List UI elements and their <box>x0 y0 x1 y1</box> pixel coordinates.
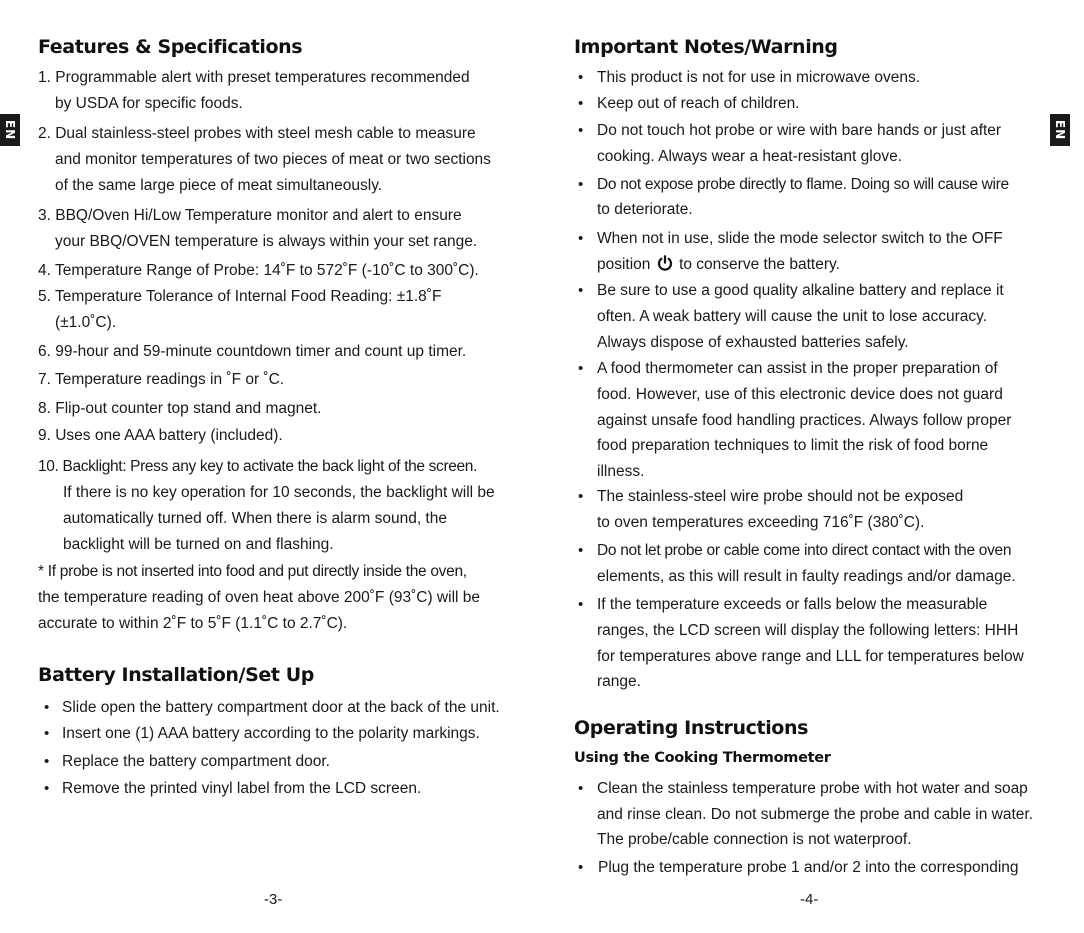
notes-line: cooking. Always wear a heat-resistant glove. <box>597 148 902 165</box>
language-tab-right <box>1050 114 1070 146</box>
notes-line: When not in use, slide the mode selector switch to the OFF <box>597 230 1003 247</box>
notes-line: ranges, the LCD screen will display the following letters: HHH <box>597 622 1019 639</box>
notes-line: elements, as this will result in faulty readings and/or damage. <box>597 568 1016 585</box>
features-line: If there is no key operation for 10 seconds, the backlight will be <box>63 484 495 501</box>
notes-conserve-text: to conserve the battery. <box>679 256 840 273</box>
features-line: 2. Dual stainless-steel probes with steel mesh cable to measure <box>38 125 476 142</box>
language-tab-label: EN <box>1053 119 1067 141</box>
bullet: • <box>578 230 584 247</box>
operating-title: Operating Instructions <box>574 717 808 739</box>
notes-position-text: position <box>597 256 651 273</box>
bullet: • <box>44 699 50 716</box>
bullet: • <box>578 360 584 377</box>
battery-item: Replace the battery compartment door. <box>62 753 330 770</box>
note-line: accurate to within 2˚F to 5˚F (1.1˚C to 2.7˚C). <box>38 615 348 632</box>
notes-line: Do not let probe or cable come into direct contact with the oven <box>597 542 1012 559</box>
features-line: 8. Flip-out counter top stand and magnet. <box>38 400 322 417</box>
notes-line: range. <box>597 673 641 690</box>
features-line: of the same large piece of meat simultaneously. <box>55 177 383 194</box>
operating-line: Clean the stainless temperature probe with hot water and soap <box>597 780 1028 797</box>
features-line: 10. Backlight: Press any key to activate the back light of the screen. <box>38 458 478 475</box>
notes-line: illness. <box>597 463 645 480</box>
features-line: and monitor temperatures of two pieces of meat or two sections <box>55 151 491 168</box>
features-line: (±1.0˚C). <box>55 314 117 331</box>
features-line: 3. BBQ/Oven Hi/Low Temperature monitor and alert to ensure <box>38 207 462 224</box>
notes-line: Keep out of reach of children. <box>597 95 800 112</box>
page-number-right: -4- <box>800 891 819 908</box>
notes-line: to deteriorate. <box>597 201 693 218</box>
notes-line: The stainless-steel wire probe should not be exposed <box>597 488 964 505</box>
features-line: automatically turned off. When there is alarm sound, the <box>63 510 447 527</box>
bullet: • <box>44 780 50 797</box>
notes-line: Do not expose probe directly to flame. Doing so will cause wire <box>597 176 1009 193</box>
features-line: by USDA for specific foods. <box>55 95 243 112</box>
note-line: the temperature reading of oven heat above 200˚F (93˚C) will be <box>38 589 480 606</box>
notes-line: against unsafe food handling practices. Always follow proper <box>597 412 1012 429</box>
features-title: Features & Specifications <box>38 36 303 58</box>
notes-line: Do not touch hot probe or wire with bare hands or just after <box>597 122 1002 139</box>
page-number-left: -3- <box>264 891 283 908</box>
features-line: 4. Temperature Range of Probe: 14˚F to 572˚F (-10˚C to 300˚C). <box>38 262 479 279</box>
battery-item: Slide open the battery compartment door at the back of the unit. <box>62 699 500 716</box>
power-icon <box>657 255 673 271</box>
features-line: 7. Temperature readings in ˚F or ˚C. <box>38 371 285 388</box>
features-line: your BBQ/OVEN temperature is always within your set range. <box>55 233 478 250</box>
notes-line: to oven temperatures exceeding 716˚F (380˚C). <box>597 514 925 531</box>
bullet: • <box>578 176 584 193</box>
notes-line: A food thermometer can assist in the proper preparation of <box>597 360 998 377</box>
bullet: • <box>44 725 50 742</box>
notes-title: Important Notes/Warning <box>574 36 838 58</box>
features-line: 9. Uses one AAA battery (included). <box>38 427 283 444</box>
features-line: 5. Temperature Tolerance of Internal Food Reading: ±1.8˚F <box>38 288 442 305</box>
bullet: • <box>578 780 584 797</box>
operating-line: and rinse clean. Do not submerge the probe and cable in water. <box>597 806 1033 823</box>
note-line: * If probe is not inserted into food and put directly inside the oven, <box>38 563 467 580</box>
bullet: • <box>578 69 584 86</box>
bullet: • <box>578 859 584 876</box>
notes-line: Be sure to use a good quality alkaline battery and replace it <box>597 282 1004 299</box>
bullet: • <box>578 282 584 299</box>
notes-line: Always dispose of exhausted batteries safely. <box>597 334 909 351</box>
bullet: • <box>578 596 584 613</box>
notes-line: often. A weak battery will cause the unit to lose accuracy. <box>597 308 988 325</box>
operating-subtitle: Using the Cooking Thermometer <box>574 750 831 766</box>
notes-line: for temperatures above range and LLL for temperatures below <box>597 648 1024 665</box>
language-tab-left <box>0 114 20 146</box>
battery-title: Battery Installation/Set Up <box>38 664 314 686</box>
bullet: • <box>578 122 584 139</box>
features-line: backlight will be turned on and flashing. <box>63 536 334 553</box>
features-line: 6. 99-hour and 59-minute countdown timer and count up timer. <box>38 343 467 360</box>
notes-line: food. However, use of this electronic device does not guard <box>597 386 1003 403</box>
battery-item: Remove the printed vinyl label from the LCD screen. <box>62 780 422 797</box>
battery-item: Insert one (1) AAA battery according to the polarity markings. <box>62 725 480 742</box>
notes-line: If the temperature exceeds or falls below the measurable <box>597 596 988 613</box>
bullet: • <box>578 488 584 505</box>
bullet: • <box>44 753 50 770</box>
features-line: 1. Programmable alert with preset temperatures recommended <box>38 69 470 86</box>
notes-line: food preparation techniques to limit the risk of food borne <box>597 437 989 454</box>
bullet: • <box>578 542 584 559</box>
language-tab-label: EN <box>3 119 17 141</box>
notes-line: This product is not for use in microwave ovens. <box>597 69 921 86</box>
operating-line: The probe/cable connection is not waterproof. <box>597 831 912 848</box>
operating-line: Plug the temperature probe 1 and/or 2 into the corresponding <box>598 859 1019 876</box>
bullet: • <box>578 95 584 112</box>
notes-line-power <box>597 255 840 275</box>
page-4 <box>542 0 1084 933</box>
